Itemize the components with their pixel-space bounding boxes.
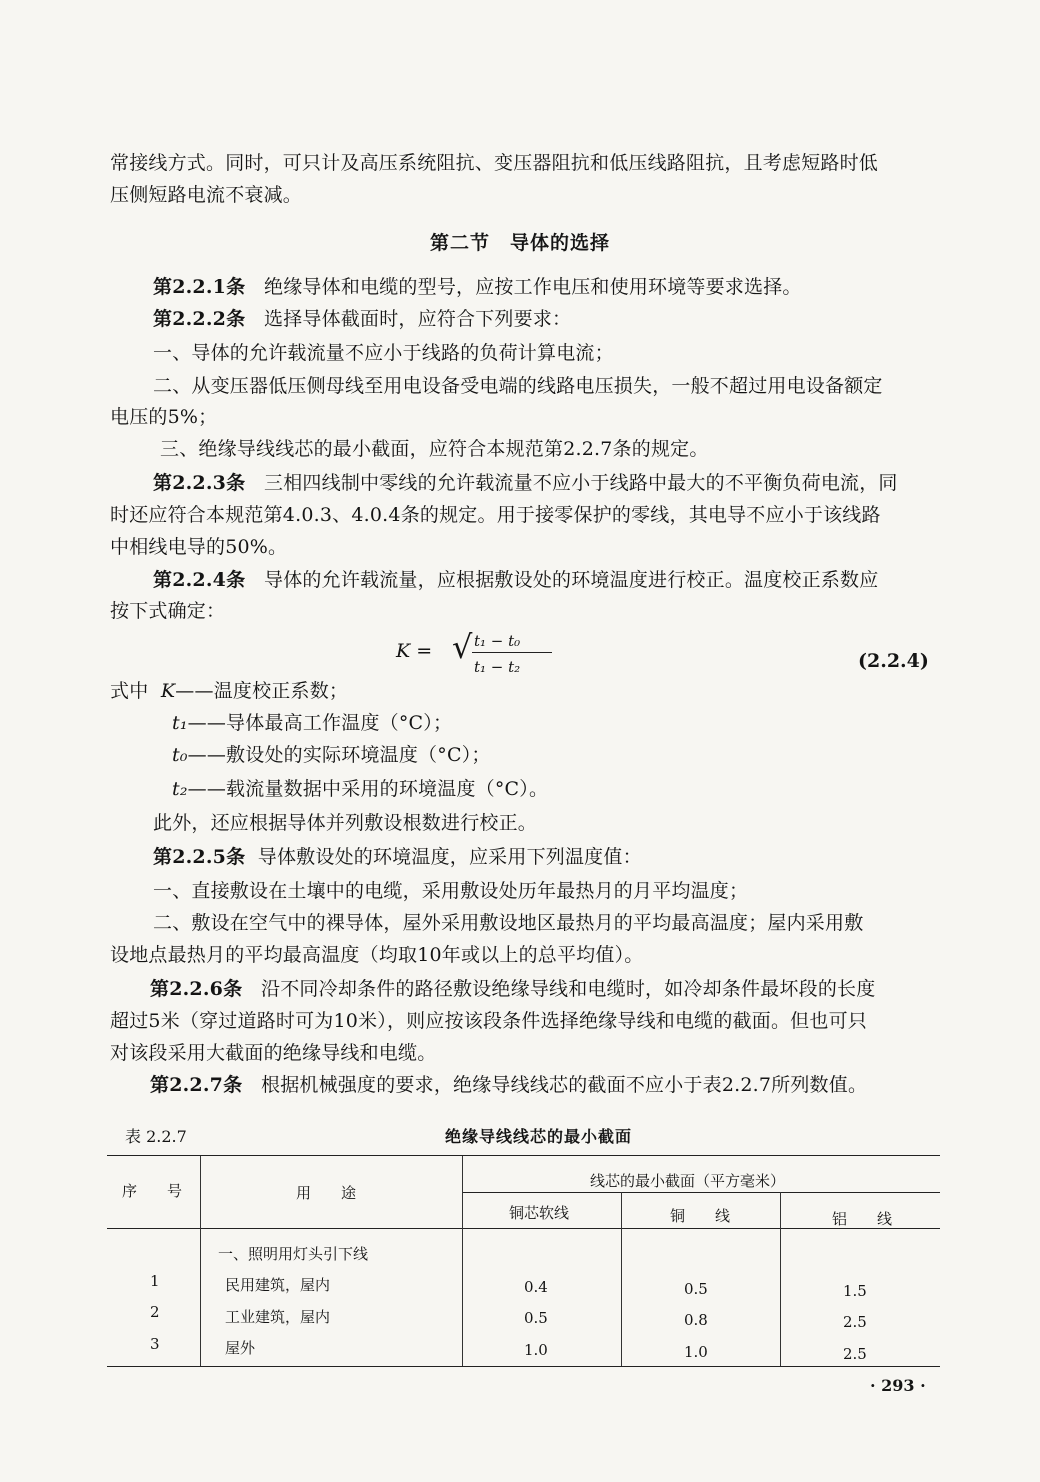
header-seq: 序 号: [122, 1182, 183, 1200]
table-row-seq: 2: [150, 1303, 160, 1321]
table-rule: [621, 1192, 622, 1366]
article-text: 导体的允许载流量，应根据敷设处的环境温度进行校正。温度校正系数应: [264, 569, 879, 591]
paragraph-line: 超过5米（穿过道路时可为10米），则应按该段条件选择绝缘导线和电缆的截面。但也可只: [110, 1010, 867, 1032]
article-text: 三相四线制中零线的允许载流量不应小于线路中最大的不平衡负荷电流，同: [264, 472, 898, 494]
table-rule: [462, 1192, 940, 1193]
table-row-use: 工业建筑，屋内: [225, 1308, 331, 1326]
header-group: 线芯的最小截面（平方毫米）: [590, 1172, 786, 1190]
table-row-c3: 1.5: [843, 1282, 867, 1300]
header-copper-soft: 铜芯软线: [509, 1204, 570, 1222]
header-aluminum: 铝 线: [832, 1210, 893, 1228]
table-rule: [107, 1155, 940, 1156]
definition-text: ——敷设处的实际环境温度（°C）；: [187, 744, 491, 766]
table-label: 表 2.2.7: [125, 1127, 187, 1146]
list-item: 三、绝缘导线线芯的最小截面，应符合本规范第2.2.7条的规定。: [160, 438, 709, 460]
table-row-c2: 1.0: [684, 1343, 708, 1361]
table-row-seq: 1: [150, 1272, 160, 1290]
article-2-2-3: [153, 466, 898, 500]
list-item: 二、从变压器低压侧母线至用电设备受电端的线路电压损失，一般不超过用电设备额定: [153, 375, 883, 397]
table-row-c1: 0.4: [524, 1278, 548, 1296]
article-2-2-6: [150, 972, 875, 1006]
equation-number: (2.2.4): [858, 650, 929, 672]
table-row-c3: 2.5: [843, 1345, 867, 1363]
table-row-c3: 2.5: [843, 1313, 867, 1331]
sqrt-icon: √: [452, 628, 473, 666]
table-rule: [107, 1366, 940, 1367]
section-title: 第二节 导体的选择: [429, 232, 610, 254]
paragraph-line: 此外，还应根据导体并列敷设根数进行校正。: [153, 812, 538, 834]
article-text: 绝缘导体和电缆的型号，应按工作电压和使用环境等要求选择。: [264, 276, 802, 298]
list-item-continued: 设地点最热月的平均最高温度（均取10年或以上的总平均值）。: [110, 944, 644, 966]
article-number: 第2.2.3条: [153, 472, 246, 494]
article-text: 根据机械强度的要求，绝缘导线线芯的截面不应小于表2.2.7所列数值。: [261, 1074, 868, 1096]
article-number: 第2.2.6条: [150, 978, 243, 1000]
table-rule: [107, 1228, 940, 1229]
table-rule: [200, 1156, 201, 1366]
article-number: 第2.2.7条: [150, 1074, 243, 1096]
definition-text: ——导体最高工作温度（°C）；: [187, 712, 453, 734]
list-item: 一、导体的允许载流量不应小于线路的负荷计算电流；: [153, 342, 614, 364]
article-text: 选择导体截面时，应符合下列要求：: [264, 308, 572, 330]
definition-text: ——载流量数据中采用的环境温度（°C）。: [187, 778, 549, 800]
paragraph-line: 常接线方式。同时，可只计及高压系统阻抗、变压器阻抗和低压线路阻抗，且考虑短路时低: [110, 152, 879, 174]
article-number: 第2.2.4条: [153, 569, 246, 591]
paragraph-line: 时还应符合本规范第4.0.3、4.0.4条的规定。用于接零保护的零线，其电导不应小于该线路: [110, 504, 881, 526]
table-row-c2: 0.5: [684, 1280, 708, 1298]
table-title: 绝缘导线线芯的最小截面: [445, 1127, 633, 1146]
list-item: 一、直接敷设在土壤中的电缆，采用敷设处历年最热月的月平均温度；: [153, 880, 749, 902]
fraction-bar: [472, 652, 552, 653]
definition-t0: [172, 738, 491, 772]
table-row-c1: 1.0: [524, 1341, 548, 1359]
group-row: 一、照明用灯头引下线: [218, 1245, 369, 1263]
header-use: 用 途: [296, 1184, 357, 1202]
header-copper: 铜 线: [670, 1207, 731, 1225]
article-number: 第2.2.2条: [153, 308, 246, 330]
article-2-2-7: [150, 1068, 867, 1102]
table-row-c1: 0.5: [524, 1309, 548, 1327]
page-number: · 293 ·: [870, 1376, 926, 1395]
paragraph-line: 对该段采用大截面的绝缘导线和电缆。: [110, 1042, 437, 1064]
paragraph-line: 压侧短路电流不衰减。: [110, 184, 303, 206]
symbol: t₁: [172, 712, 188, 734]
definition-k: [110, 674, 348, 708]
article-2-2-2: [153, 302, 571, 336]
article-2-2-1: [153, 270, 802, 304]
formula-denominator: t₁ − t₂: [474, 658, 521, 676]
definition-text: ——温度校正系数；: [175, 680, 349, 702]
article-text: 导体敷设处的环境温度，应采用下列温度值：: [257, 846, 642, 868]
paragraph-line: 中相线电导的50%。: [110, 536, 288, 558]
paragraph-line: 按下式确定：: [110, 600, 226, 622]
article-text: 沿不同冷却条件的路径敷设绝缘导线和电缆时，如冷却条件最坏段的长度: [261, 978, 876, 1000]
table-rule: [462, 1156, 463, 1366]
definition-t2: [172, 772, 548, 806]
formula-lhs: K =: [396, 640, 433, 662]
article-number: 第2.2.1条: [153, 276, 246, 298]
article-2-2-5: [153, 840, 642, 874]
definition-intro: 式中: [110, 680, 149, 702]
article-number: 第2.2.5条: [153, 846, 246, 868]
symbol: t₂: [172, 778, 188, 800]
table-rule: [780, 1192, 781, 1366]
table-row-c2: 0.8: [684, 1311, 708, 1329]
formula-numerator: t₁ − t₀: [474, 632, 521, 650]
table-row-seq: 3: [150, 1335, 160, 1353]
table-row-use: 屋外: [225, 1339, 256, 1357]
table-row-use: 民用建筑，屋内: [225, 1276, 331, 1294]
symbol: K: [160, 680, 176, 702]
article-2-2-4: [153, 563, 878, 597]
list-item-continued: 电压的5%；: [110, 406, 218, 428]
list-item: 二、敷设在空气中的裸导体，屋外采用敷设地区最热月的平均最高温度；屋内采用敷: [153, 912, 864, 934]
definition-t1: [172, 706, 452, 740]
symbol: t₀: [172, 744, 188, 766]
